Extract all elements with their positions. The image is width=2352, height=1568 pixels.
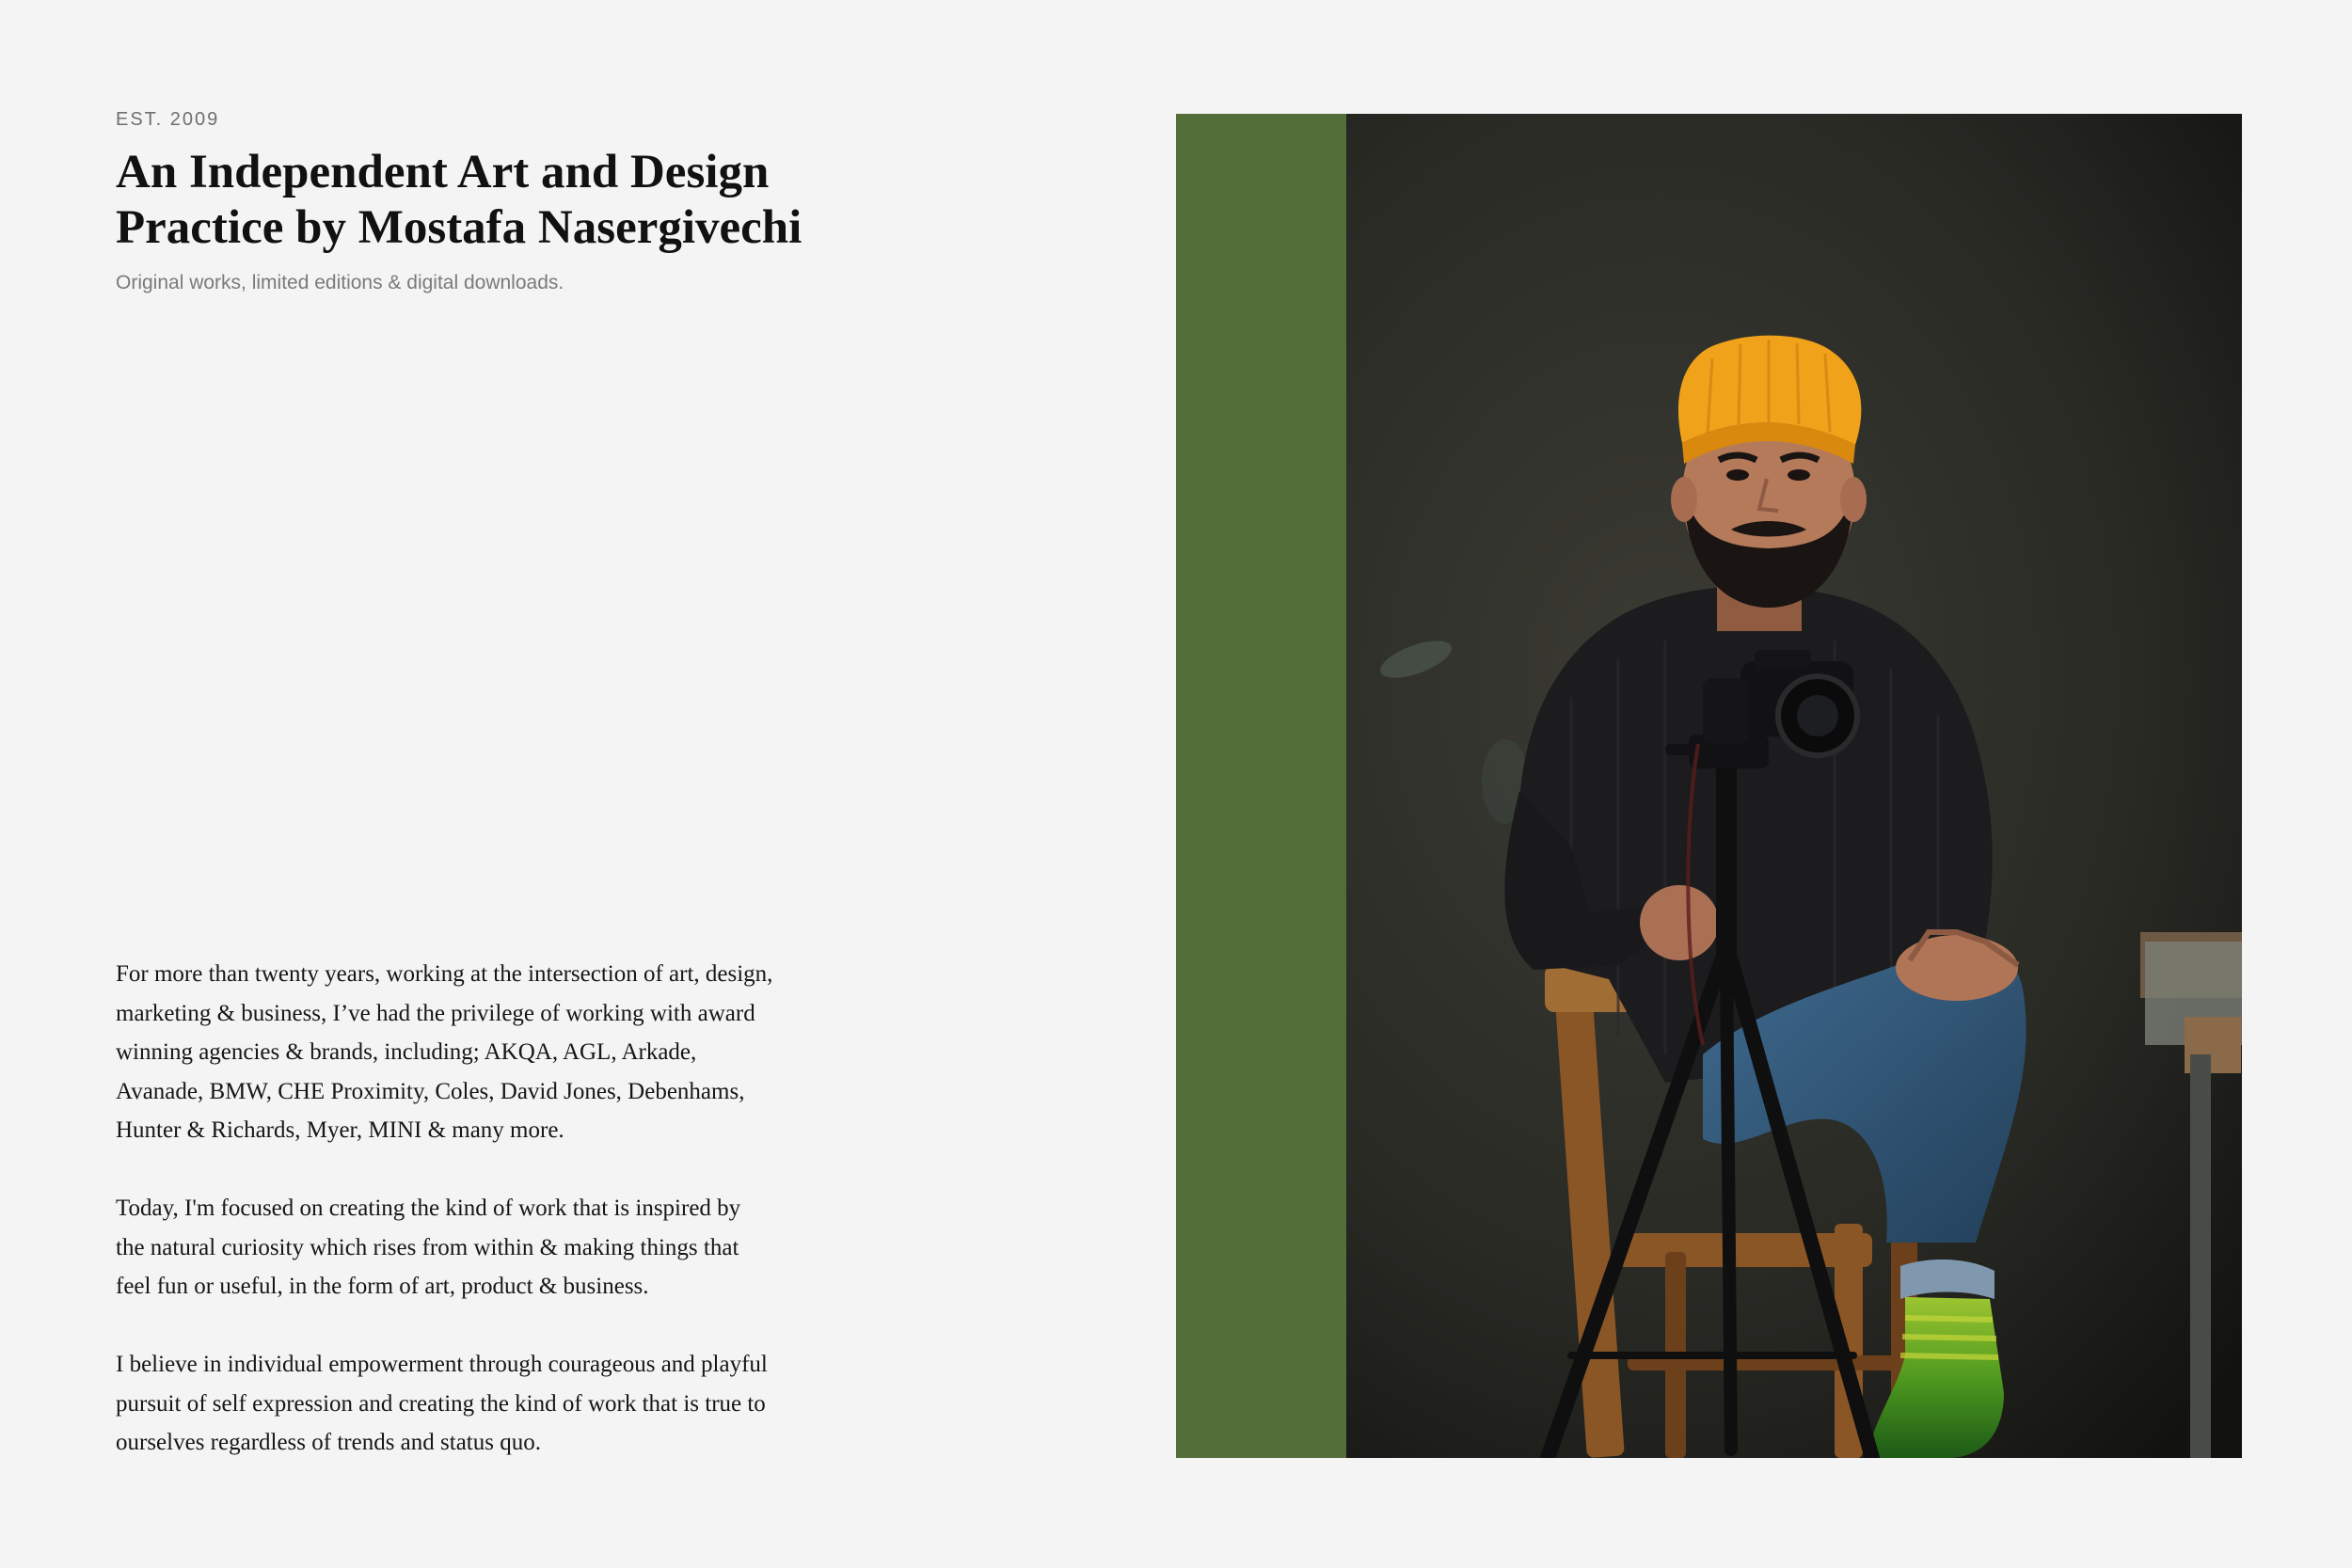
established-label: EST. 2009 (116, 109, 220, 130)
green-panel (1176, 114, 1346, 1458)
bio-paragraph-2: Today, I'm focused on creating the kind of work that is inspired by the natural curiosity which rises from within & making things that feel fun or useful, in the form of art, product & business. (116, 1196, 741, 1299)
bio-paragraph-1: For more than twenty years, working at the intersection of art, design, marketing & business, I’ve had the privilege of working with award winning agencies & brands, including; AKQA, AGL, Arkade, Avanade, BMW, CHE Proximity, Coles, David Jones, Debenhams, Hunter & Richards, Myer, MINI & many more. (116, 961, 773, 1143)
title-line-1: An Independent Art and Design (116, 146, 770, 198)
title-line-2: Practice by Mostafa Nasergivechi (116, 201, 803, 254)
bio-text (116, 955, 774, 1463)
portrait-photo (1176, 114, 2242, 1458)
page-subtitle: Original works, limited editions & digital downloads. (116, 272, 564, 293)
intro-column (116, 0, 831, 1568)
bio-paragraph-3: I believe in individual empowerment through courageous and playful pursuit of self expression and creating the kind of work that is true to ourselves regardless of trends and status quo. (116, 1352, 768, 1455)
portrait-illustration (1176, 114, 2242, 1458)
page-title (116, 145, 831, 256)
